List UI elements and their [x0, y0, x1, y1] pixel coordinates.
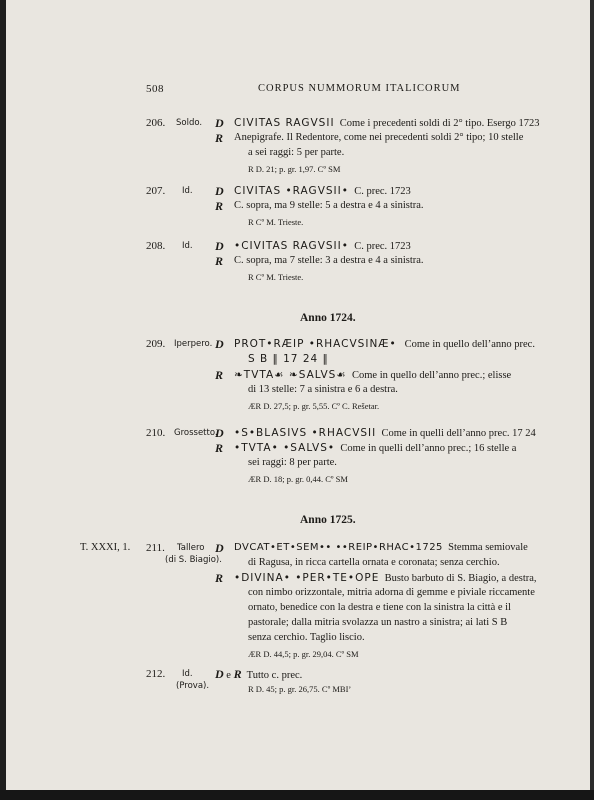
reverse-symbol: R: [215, 571, 224, 585]
entry-number: 209.: [146, 338, 166, 350]
entry-number: 210.: [146, 427, 166, 439]
reverse-line: C. sopra, ma 7 stelle: 3 a destra e 4 a sinistra.: [234, 255, 424, 266]
obverse-legend: •S•BLASIVS •RHACVSII: [234, 427, 377, 439]
scan-edge-left: [0, 0, 6, 800]
reverse-line: pastorale; dalla mitria svolazza un nastro a sinistra; ai lati S B: [248, 617, 508, 628]
obverse-symbol: D: [215, 426, 224, 440]
obverse-legend: •CIVITAS RAGVSII•: [234, 240, 349, 252]
denomination-note: (di S. Biagio).: [165, 555, 222, 565]
obverse-symbol: D: [215, 184, 224, 198]
obverse-description: Come i precedenti soldi di 2° tipo. Esergo 1723: [339, 118, 540, 129]
page-number: 508: [146, 83, 164, 95]
denomination: Tallero: [177, 543, 205, 553]
running-title: CORPUS NUMMORUM ITALICORUM: [258, 83, 461, 94]
reverse-line: di 13 stelle: 7 a sinistra e 6 a destra.: [248, 384, 398, 395]
obverse-line: [234, 240, 411, 252]
reverse-description: Busto barbuto di S. Biagio, a destra,: [384, 573, 537, 584]
reverse-line: ornato, benedice con la destra e tiene con la sinistra la città e il: [248, 602, 511, 613]
obverse-legend: PROT•RÆIP •RHACVSINÆ•: [234, 338, 397, 350]
reverse-line: C. sopra, ma 9 stelle: 5 a destra e 4 a sinistra.: [234, 200, 424, 211]
denomination: Id.: [182, 186, 193, 196]
obverse-symbol: D: [215, 667, 224, 681]
reverse-legend: •DIVINA• •PER•TE•OPE: [234, 572, 380, 584]
scan-edge-bottom: [0, 790, 594, 800]
reverse-line: sei raggi: 8 per parte.: [248, 457, 337, 468]
reverse-legend: ❧TVTA☙ ❧SALVS☙: [234, 369, 347, 381]
denomination: Soldo.: [176, 118, 203, 128]
reverse-symbol: R: [215, 254, 224, 268]
reverse-legend: •TVTA• •SALVS•: [234, 442, 336, 454]
coin-info: R D. 21; p. gr. 1,97. Cº SM: [248, 164, 341, 174]
obverse-line: di Ragusa, in ricca cartella ornata e coronata; senza cerchio.: [248, 557, 500, 568]
year-heading-1725: Anno 1725.: [300, 514, 356, 526]
obverse-description: Stemma semiovale: [448, 542, 528, 553]
entry-number: 208.: [146, 240, 166, 252]
obverse-line: [234, 338, 535, 350]
denomination: Id.: [182, 241, 193, 251]
obverse-description: Come in quelli dell’anno prec. 17 24: [381, 428, 536, 439]
reverse-line: con nimbo orizzontale, mitria adorna di gemme e piviale riccamente: [248, 587, 535, 598]
obverse-symbol: D: [215, 337, 224, 351]
reverse-line: a sei raggi: 5 per parte.: [248, 147, 345, 158]
denomination: Grossetto.: [174, 428, 218, 438]
obverse-symbol: D: [215, 116, 224, 130]
entry-number: 211.: [146, 542, 165, 554]
obverse-line: [234, 542, 528, 553]
conjunction: e: [226, 670, 231, 681]
description: Tutto c. prec.: [246, 670, 303, 681]
obverse-line: S B ‖ 17 24 ‖: [248, 353, 329, 365]
obverse-symbol: D: [215, 541, 224, 555]
obverse-line: [234, 185, 411, 197]
reverse-line: [234, 442, 516, 454]
coin-info: ÆR D. 18; p. gr. 0,44. Cº SM: [248, 474, 348, 484]
reverse-description: Come in quello dell’anno prec.; elisse: [351, 370, 512, 381]
obverse-description: C. prec. 1723: [354, 186, 411, 197]
denomination: Iperpero.: [174, 339, 213, 349]
reverse-line: Anepigrafe. Il Redentore, come nei precedenti soldi 2° tipo; 10 stelle: [234, 132, 524, 143]
obverse-symbol: D: [215, 239, 224, 253]
plate-reference: T. XXXI, 1.: [80, 542, 131, 553]
year-heading-1724: Anno 1724.: [300, 312, 356, 324]
reverse-line: [234, 572, 537, 584]
denomination: Id.: [182, 669, 193, 679]
reverse-description: Come in quelli dell’anno prec.; 16 stelle a: [340, 443, 517, 454]
coin-info: R Cº M. Trieste.: [248, 217, 304, 227]
denomination-note: (Prova).: [176, 681, 210, 691]
coin-info: ÆR D. 27,5; p. gr. 5,55. Cº C. Rešetar.: [248, 401, 380, 411]
coin-info: R D. 45; p. gr. 26,75. Cº MBI’: [248, 684, 352, 694]
coin-info: R Cº M. Trieste.: [248, 272, 304, 282]
reverse-symbol: R: [233, 667, 242, 681]
obverse-legend: CIVITAS •RAGVSII•: [234, 185, 349, 197]
obverse-reverse-line: [215, 667, 302, 682]
scan-edge-right: [590, 0, 594, 800]
obverse-description: C. prec. 1723: [354, 241, 411, 252]
obverse-line: [234, 427, 536, 439]
obverse-description: Come in quello dell’anno prec.: [404, 339, 535, 350]
entry-number: 207.: [146, 185, 166, 197]
obverse-legend: CIVITAS RAGVSII: [234, 117, 335, 129]
reverse-symbol: R: [215, 368, 224, 382]
reverse-symbol: R: [215, 131, 224, 145]
entry-number: 206.: [146, 117, 166, 129]
coin-info: ÆR D. 44,5; p. gr. 29,04. Cº SM: [248, 649, 359, 659]
reverse-line: [234, 369, 511, 381]
reverse-symbol: R: [215, 441, 224, 455]
reverse-symbol: R: [215, 199, 224, 213]
obverse-line: [234, 117, 539, 129]
obverse-legend: DVCAT•ET•SEM•• ••REIP•RHAC•1725: [234, 542, 443, 553]
reverse-line: senza cerchio. Taglio liscio.: [248, 632, 365, 643]
entry-number: 212.: [146, 668, 166, 680]
